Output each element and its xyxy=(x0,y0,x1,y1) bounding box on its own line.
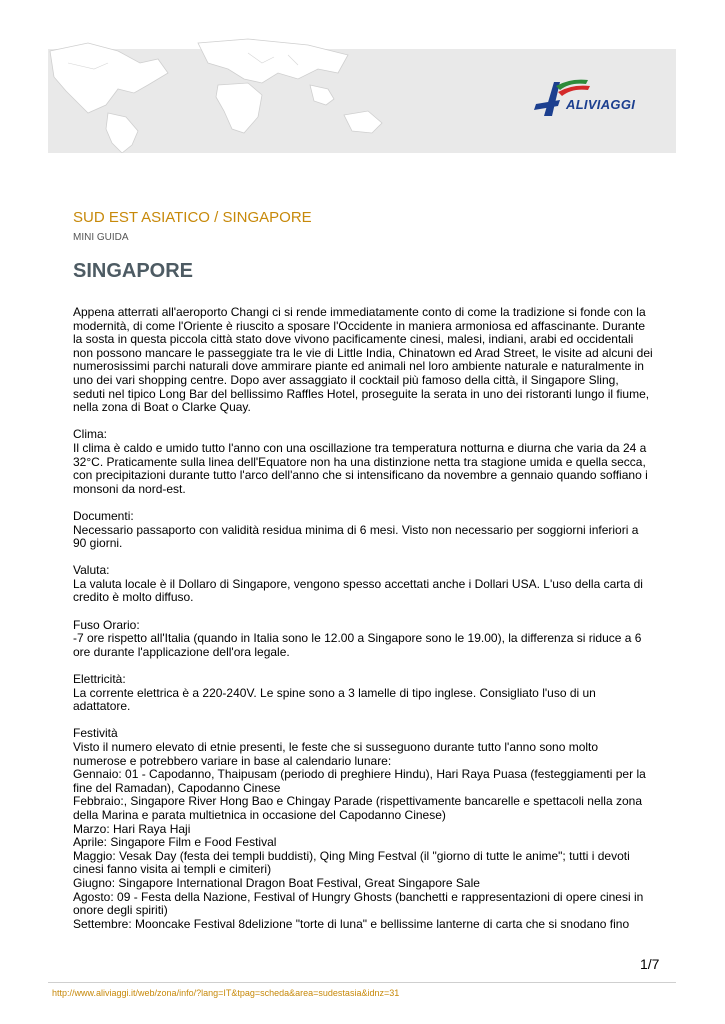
footer-divider xyxy=(48,982,676,983)
brand-name: ALIVIAGGI xyxy=(566,97,636,112)
festivita-item: Aprile: Singapore Film e Food Festival xyxy=(73,835,277,850)
festivita-item: Marzo: Hari Raya Haji xyxy=(73,821,191,836)
festivita-label: Festività xyxy=(73,726,118,741)
section-documenti xyxy=(73,510,653,551)
elettricita-label: Elettricità: xyxy=(73,672,126,687)
footer-url-link[interactable]: http://www.aliviaggi.it/web/zona/info/?lang=IT&tpag=scheda&area=sudestasia&idnz=31 xyxy=(52,988,400,998)
clima-text: Il clima è caldo e umido tutto l'anno con una oscillazione tra temperatura notturna e diurna che varia da 24 a 32°C. Praticamente sulla linea dell'Equatore non ha una distinzione netta tra stagione umida e quella secca, con precipitazioni durante tutto l'arco dell'anno che si intensificano da novembre a gennaio quando soffiano i monsoni da nord-est. xyxy=(73,440,648,496)
festivita-item: Febbraio:, Singapore River Hong Bao e Chingay Parade (rispettivamente bancarelle e spettacoli nella zona della Marina e parata multietnica in occasione del Capodanno Cinese) xyxy=(73,794,642,822)
region-heading: SUD EST ASIATICO / SINGAPORE xyxy=(73,209,312,226)
valuta-label: Valuta: xyxy=(73,563,110,578)
fuso-text: -7 ore rispetto all'Italia (quando in Italia sono le 12.00 a Singapore sono le 19.00), la differenza si riduce a 6 ore durante l'applicazione dell'ora legale. xyxy=(73,631,642,659)
guide-subtitle: MINI GUIDA xyxy=(73,232,129,243)
clima-label: Clima: xyxy=(73,427,108,442)
valuta-text: La valuta locale è il Dollaro di Singapore, vengono spesso accettati anche i Dollari USA. L'uso della carta di credito è molto diffuso. xyxy=(73,576,643,605)
festivita-item: Giugno: Singapore International Dragon Boat Festival, Great Singapore Sale xyxy=(73,875,480,890)
fuso-label: Fuso Orario: xyxy=(73,617,140,632)
intro-paragraph: Appena atterrati all'aeroporto Changi ci si rende immediatamente conto di come la tradizione si fonde con la modernità, di come l'Oriente è riuscito a sposare l'Occidente in maniera armoniosa ed affascinante. Durante la sosta in questa piccola città stato dove vivono pacificamente cinesi, malesi, indiani, arabi ed occidentali non possono mancare le passeggiate tra le vie di Little India, Chinatown ed Arad Street, le visite ad alcuni dei numerosissimi parchi naturali dove ammirare piante ed animali nel loro ambiente naturale e naturalmente in uno dei vari shopping centre. Dopo aver assaggiato il cocktail più famoso della città, il Singapore Sling, seduti nel tipico Long Bar del bellissimo Raffles Hotel, proseguite la serata in uno dei ristoranti lungo il fiume, nella zona di Boat o Clarke Quay. xyxy=(73,305,653,415)
document-body xyxy=(73,306,653,931)
festivita-item: Settembre: Mooncake Festival 8delizione "torte di luna" e bellissime lanterne di carta che si snodano fino xyxy=(73,916,630,931)
section-festivita xyxy=(73,727,653,931)
festivita-item: Gennaio: 01 - Capodanno, Thaipusam (periodo di preghiere Hindu), Hari Raya Puasa (festeggiamenti per la fine del Ramadan), Capodanno Cinese xyxy=(73,767,646,795)
documenti-text: Necessario passaporto con validità residua minima di 6 mesi. Visto non necessario per soggiorni inferiori a 90 giorni. xyxy=(73,522,639,551)
festivita-item: Agosto: 09 - Festa della Nazione, Festival of Hungry Ghosts (banchetti e rappresentazioni di opere cinesi in onore degli spiriti) xyxy=(73,889,644,918)
documenti-label: Documenti: xyxy=(73,508,134,523)
section-clima xyxy=(73,428,653,496)
section-fuso-orario xyxy=(73,619,653,660)
page-number: 1/7 xyxy=(640,956,660,972)
elettricita-text: La corrente elettrica è a 220-240V. Le spine sono a 3 lamelle di tipo inglese. Consigliato l'uso di un adattatore. xyxy=(73,685,596,714)
festivita-item: Maggio: Vesak Day (festa dei templi buddisti), Qing Ming Festval (il "giorno di tutte le anime"; tutti i devoti cinesi fanno visita ai templi e cimiteri) xyxy=(73,848,630,877)
section-elettricita xyxy=(73,673,653,714)
page-title: SINGAPORE xyxy=(73,260,194,282)
festivita-intro: Visto il numero elevato di etnie presenti, le feste che si susseguono durante tutto l'anno sono molto numerose e potrebbero variare in base al calendario lunare: xyxy=(73,740,599,768)
section-valuta xyxy=(73,564,653,605)
